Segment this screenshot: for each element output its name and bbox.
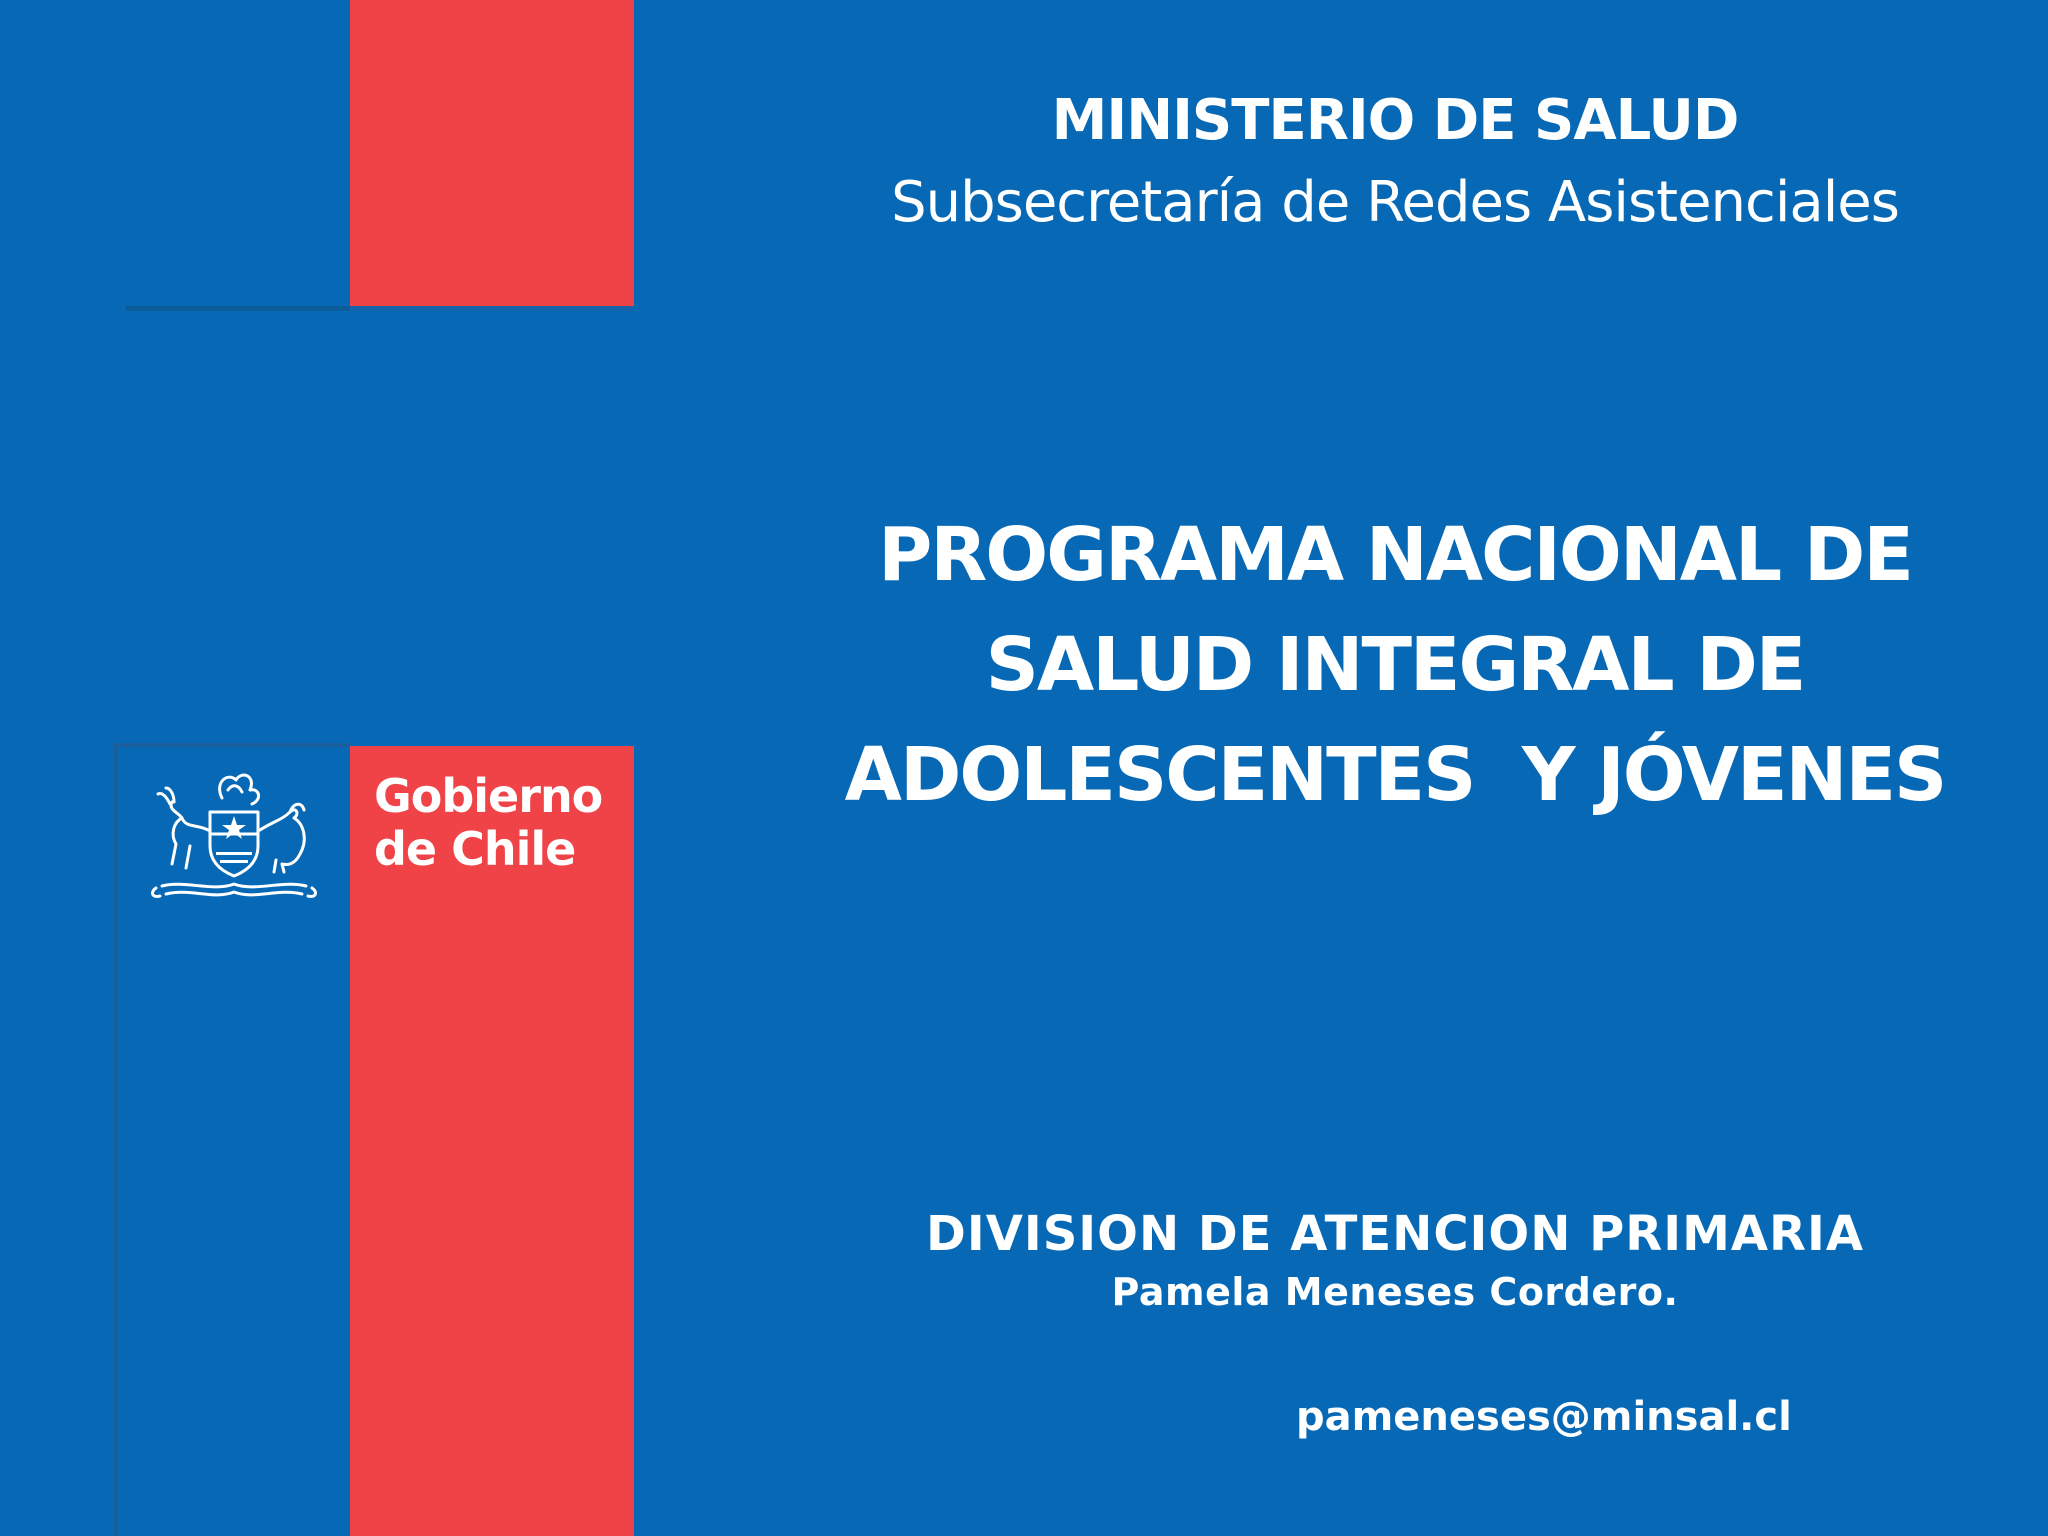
top-blue-bar — [126, 0, 350, 311]
division-heading: DIVISION DE ATENCION PRIMARIA — [926, 1206, 1864, 1262]
subsecretariat-heading: Subsecretaría de Redes Asistenciales — [891, 170, 1899, 235]
logo-text-line2: de Chile — [374, 822, 576, 876]
logo-text-line1: Gobierno — [374, 769, 603, 823]
ministry-heading: MINISTERIO DE SALUD — [1051, 88, 1739, 153]
program-title-line3: ADOLESCENTES Y JÓVENES — [844, 732, 1946, 818]
program-title-line2: SALUD INTEGRAL DE — [985, 622, 1805, 708]
top-red-bar — [350, 0, 634, 311]
chile-coat-of-arms-icon — [144, 768, 324, 908]
author-name: Pamela Meneses Cordero. — [1111, 1270, 1679, 1314]
program-title — [820, 500, 1970, 830]
program-title-line1: PROGRAMA NACIONAL DE — [878, 512, 1912, 598]
author-email: pameneses@minsal.cl — [1296, 1394, 1792, 1440]
